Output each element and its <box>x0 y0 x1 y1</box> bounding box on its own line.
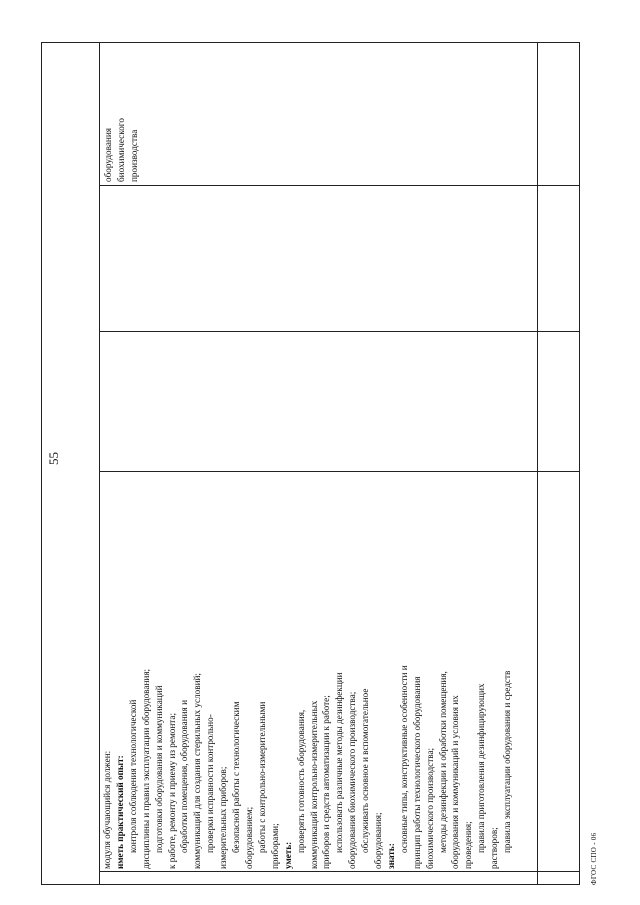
column-divider <box>538 471 580 472</box>
column-divider <box>538 331 580 332</box>
skills-line: правила эксплуатации оборудования и средств <box>502 670 513 853</box>
skills-line: модуля обучающийся должен: <box>102 750 112 869</box>
standards-table <box>41 42 580 885</box>
skills-line: растворов; <box>489 827 500 869</box>
skills-line: оборудования; <box>373 812 384 869</box>
column-divider <box>100 185 537 186</box>
skills-line: приборами; <box>269 823 280 869</box>
column-divider <box>100 331 537 332</box>
skills-line: подготовки оборудования и коммуникаций <box>153 685 164 853</box>
skills-line: дисциплины и правил эксплуатации оборудования; <box>140 668 151 869</box>
skills-line: безопасной работы с технологическим <box>231 701 242 853</box>
skills-cell <box>100 472 538 872</box>
skills-line: оборудованием; <box>243 806 254 869</box>
skills-line: обработки помещения, оборудования и <box>179 700 190 853</box>
skills-line: уметь: <box>282 841 293 869</box>
page-number: 55 <box>46 452 61 465</box>
skills-line: оборудования биохимического производства; <box>347 691 358 869</box>
skills-line: иметь практический опыт: <box>114 755 125 869</box>
skills-line: измерительных приборов; <box>218 766 229 869</box>
skills-line: коммуникаций контрольно-измерительных <box>308 700 319 869</box>
skills-line: правила приготовления дезинфицирующих <box>476 683 487 853</box>
table-row-top <box>42 43 100 884</box>
skills-line: работы с контрольно-измерительными <box>256 701 267 853</box>
skills-line: к работе, ремонту и приему из ремонта; <box>166 712 177 869</box>
skills-line: приборов и средств автоматизации к работе; <box>321 695 332 869</box>
table-row-bottom <box>538 43 580 884</box>
equipment-cell <box>102 42 141 186</box>
table-row-main <box>100 43 538 884</box>
equipment-line: биохимического <box>115 118 126 182</box>
skills-line: биохимического производства; <box>424 747 435 869</box>
footer-code: ФГОС СПО - 06 <box>590 832 598 885</box>
skills-line: принцип работы технологического оборудования <box>411 676 422 869</box>
skills-line: коммуникаций для создания стерильных условий; <box>192 673 203 869</box>
skills-line: обслуживать основное и вспомогательное <box>360 688 371 853</box>
skills-line: проверки исправности контрольно- <box>205 714 216 853</box>
skills-line: методы дезинфекции и обработки помещения, <box>437 671 448 853</box>
column-divider <box>538 871 580 872</box>
skills-line: проведения; <box>463 821 474 869</box>
skills-line: проверять готовность оборудования, <box>295 709 306 853</box>
column-divider <box>538 185 580 186</box>
skills-line: знать: <box>385 843 396 869</box>
skills-line: использовать различные методы дезинфекции <box>334 672 345 853</box>
equipment-line: оборудования <box>103 128 113 182</box>
skills-line: контроля соблюдения технологической <box>127 699 138 853</box>
equipment-line: производства <box>128 129 139 182</box>
skills-line: основные типы, конструктивные особенности и <box>398 665 409 853</box>
skills-line: оборудования и коммуникаций и условия их <box>450 695 461 869</box>
